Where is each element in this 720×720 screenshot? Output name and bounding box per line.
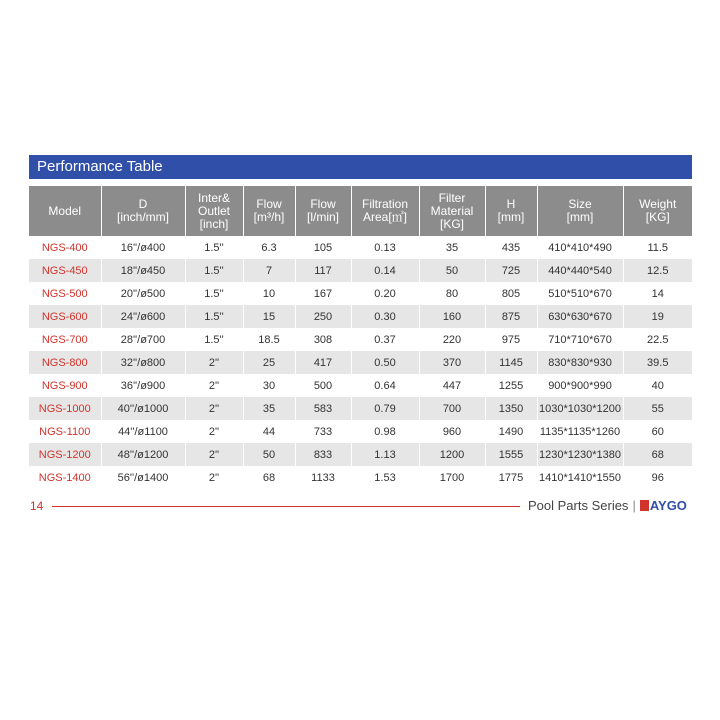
- column-header-line: Size: [568, 197, 592, 211]
- table-cell: 1135*1135*1260: [537, 420, 623, 443]
- column-header-line: [m³/h]: [253, 210, 285, 224]
- table-cell: 16''/ø400: [101, 236, 185, 259]
- table-cell: 417: [295, 351, 351, 374]
- table-cell: 308: [295, 328, 351, 351]
- table-cell: 0.30: [351, 305, 419, 328]
- column-header-line: [mm]: [497, 210, 525, 224]
- table-cell: 220: [419, 328, 485, 351]
- table-cell: 710*710*670: [537, 328, 623, 351]
- table-cell: 2'': [185, 397, 243, 420]
- table-cell: 40''/ø1000: [101, 397, 185, 420]
- table-cell: 1.5'': [185, 236, 243, 259]
- table-row: [29, 282, 692, 305]
- performance-table: [29, 186, 692, 489]
- column-header-line: Flow: [256, 197, 282, 211]
- column-header-line: H: [506, 197, 516, 211]
- column-header: [243, 186, 295, 236]
- table-cell: 1.53: [351, 466, 419, 489]
- table-cell: 900*900*990: [537, 374, 623, 397]
- table-row: [29, 305, 692, 328]
- brand-m-icon: [640, 500, 649, 511]
- table-cell: 0.79: [351, 397, 419, 420]
- table-cell: 0.20: [351, 282, 419, 305]
- page-number: 14: [30, 499, 44, 513]
- table-cell: 50: [243, 443, 295, 466]
- table-cell: 167: [295, 282, 351, 305]
- table-cell: 1200: [419, 443, 485, 466]
- table-row: [29, 236, 692, 259]
- column-header-line: Model: [48, 203, 82, 218]
- column-header-line: Weight: [639, 197, 677, 211]
- table-cell: 32''/ø800: [101, 351, 185, 374]
- table-cell: 805: [485, 282, 537, 305]
- table-cell: 725: [485, 259, 537, 282]
- table-cell: 160: [419, 305, 485, 328]
- table-cell: 0.37: [351, 328, 419, 351]
- footer-rule: [52, 506, 520, 507]
- table-cell: 96: [623, 466, 692, 489]
- table-row: [29, 351, 692, 374]
- column-header-line: Inter&: [197, 190, 230, 205]
- table-cell: 2'': [185, 374, 243, 397]
- table-cell: 48''/ø1200: [101, 443, 185, 466]
- table-cell: 68: [623, 443, 692, 466]
- table-row: [29, 466, 692, 489]
- table-header-row: [29, 186, 692, 236]
- table-cell: 105: [295, 236, 351, 259]
- table-title-banner: [29, 155, 692, 179]
- model-cell: NGS-450: [29, 259, 101, 282]
- column-header-line: [l/min]: [306, 210, 339, 224]
- table-row: [29, 420, 692, 443]
- table-title: Performance Table: [37, 158, 163, 175]
- footer-separator: |: [632, 498, 636, 513]
- column-header: [537, 186, 623, 236]
- model-cell: NGS-400: [29, 236, 101, 259]
- table-cell: 0.98: [351, 420, 419, 443]
- table-cell: 12.5: [623, 259, 692, 282]
- table-cell: 0.64: [351, 374, 419, 397]
- table-cell: 583: [295, 397, 351, 420]
- model-cell: NGS-1000: [29, 397, 101, 420]
- table-cell: 11.5: [623, 236, 692, 259]
- table-cell: 1555: [485, 443, 537, 466]
- table-cell: 18.5: [243, 328, 295, 351]
- table-cell: 1.5'': [185, 305, 243, 328]
- column-header: [185, 186, 243, 236]
- table-cell: 630*630*670: [537, 305, 623, 328]
- table-cell: 1.5'': [185, 282, 243, 305]
- column-header-line: Filter: [438, 190, 466, 205]
- brand-name: AYGO: [649, 498, 687, 513]
- column-header: [101, 186, 185, 236]
- table-cell: 0.13: [351, 236, 419, 259]
- table-row: [29, 259, 692, 282]
- model-cell: NGS-600: [29, 305, 101, 328]
- table-cell: 833: [295, 443, 351, 466]
- model-cell: NGS-1100: [29, 420, 101, 443]
- column-header-line: [inch]: [199, 216, 229, 231]
- table-cell: 15: [243, 305, 295, 328]
- column-header-line: [mm]: [566, 210, 594, 224]
- table-cell: 510*510*670: [537, 282, 623, 305]
- table-cell: 10: [243, 282, 295, 305]
- model-cell: NGS-1400: [29, 466, 101, 489]
- table-cell: 1775: [485, 466, 537, 489]
- table-cell: 960: [419, 420, 485, 443]
- table-cell: 2'': [185, 420, 243, 443]
- table-cell: 435: [485, 236, 537, 259]
- table-cell: 1230*1230*1380: [537, 443, 623, 466]
- footer-series: [528, 498, 687, 513]
- table-cell: 1030*1030*1200: [537, 397, 623, 420]
- table-cell: 0.14: [351, 259, 419, 282]
- table-cell: 35: [419, 236, 485, 259]
- table-cell: 39.5: [623, 351, 692, 374]
- table-cell: 22.5: [623, 328, 692, 351]
- table-cell: 6.3: [243, 236, 295, 259]
- table-cell: 733: [295, 420, 351, 443]
- table-cell: 18''/ø450: [101, 259, 185, 282]
- table-cell: 0.50: [351, 351, 419, 374]
- table-cell: 30: [243, 374, 295, 397]
- table-cell: 14: [623, 282, 692, 305]
- model-cell: NGS-700: [29, 328, 101, 351]
- column-header-line: Area[㎡]: [362, 210, 408, 224]
- model-cell: NGS-1200: [29, 443, 101, 466]
- table-cell: 875: [485, 305, 537, 328]
- model-cell: NGS-800: [29, 351, 101, 374]
- table-cell: 35: [243, 397, 295, 420]
- column-header-line: [KG]: [645, 210, 670, 224]
- table-cell: 1145: [485, 351, 537, 374]
- table-cell: 500: [295, 374, 351, 397]
- table-cell: 1133: [295, 466, 351, 489]
- table-cell: 2'': [185, 351, 243, 374]
- column-header-line: [inch/mm]: [116, 210, 169, 224]
- table-cell: 28''/ø700: [101, 328, 185, 351]
- table-cell: 1.5'': [185, 328, 243, 351]
- table-cell: 1350: [485, 397, 537, 420]
- table-cell: 40: [623, 374, 692, 397]
- table-cell: 44''/ø1100: [101, 420, 185, 443]
- column-header: [295, 186, 351, 236]
- model-cell: NGS-900: [29, 374, 101, 397]
- table-cell: 7: [243, 259, 295, 282]
- table-cell: 1410*1410*1550: [537, 466, 623, 489]
- table-cell: 55: [623, 397, 692, 420]
- column-header-line: Filtration: [361, 197, 408, 211]
- model-cell: NGS-500: [29, 282, 101, 305]
- table-row: [29, 374, 692, 397]
- brand-logo: [640, 498, 687, 513]
- table-cell: 447: [419, 374, 485, 397]
- column-header: [485, 186, 537, 236]
- table-cell: 1.13: [351, 443, 419, 466]
- table-cell: 56''/ø1400: [101, 466, 185, 489]
- table-cell: 700: [419, 397, 485, 420]
- column-header-line: [KG]: [439, 216, 464, 231]
- column-header: [623, 186, 692, 236]
- table-row: [29, 397, 692, 420]
- table-cell: 250: [295, 305, 351, 328]
- column-header: [351, 186, 419, 236]
- table-cell: 1255: [485, 374, 537, 397]
- table-row: [29, 328, 692, 351]
- table-cell: 975: [485, 328, 537, 351]
- table-cell: 410*410*490: [537, 236, 623, 259]
- table-cell: 370: [419, 351, 485, 374]
- table-cell: 25: [243, 351, 295, 374]
- table-cell: 24''/ø600: [101, 305, 185, 328]
- table-cell: 50: [419, 259, 485, 282]
- table-body: [29, 236, 692, 489]
- series-label: Pool Parts Series: [528, 498, 629, 513]
- column-header: [29, 186, 101, 236]
- table-cell: 44: [243, 420, 295, 443]
- table-cell: 830*830*930: [537, 351, 623, 374]
- table-cell: 68: [243, 466, 295, 489]
- column-header-line: Material: [430, 203, 474, 218]
- column-header: [419, 186, 485, 236]
- table-cell: 60: [623, 420, 692, 443]
- column-header-line: Flow: [310, 197, 336, 211]
- table-cell: 1700: [419, 466, 485, 489]
- table-cell: 2'': [185, 443, 243, 466]
- column-header-line: Outlet: [197, 203, 230, 218]
- table-cell: 80: [419, 282, 485, 305]
- table-cell: 1.5'': [185, 259, 243, 282]
- table-cell: 19: [623, 305, 692, 328]
- table-cell: 1490: [485, 420, 537, 443]
- table-cell: 117: [295, 259, 351, 282]
- column-header-line: D: [138, 197, 148, 211]
- table-cell: 440*440*540: [537, 259, 623, 282]
- table-cell: 20''/ø500: [101, 282, 185, 305]
- table-row: [29, 443, 692, 466]
- table-cell: 36''/ø900: [101, 374, 185, 397]
- table-cell: 2'': [185, 466, 243, 489]
